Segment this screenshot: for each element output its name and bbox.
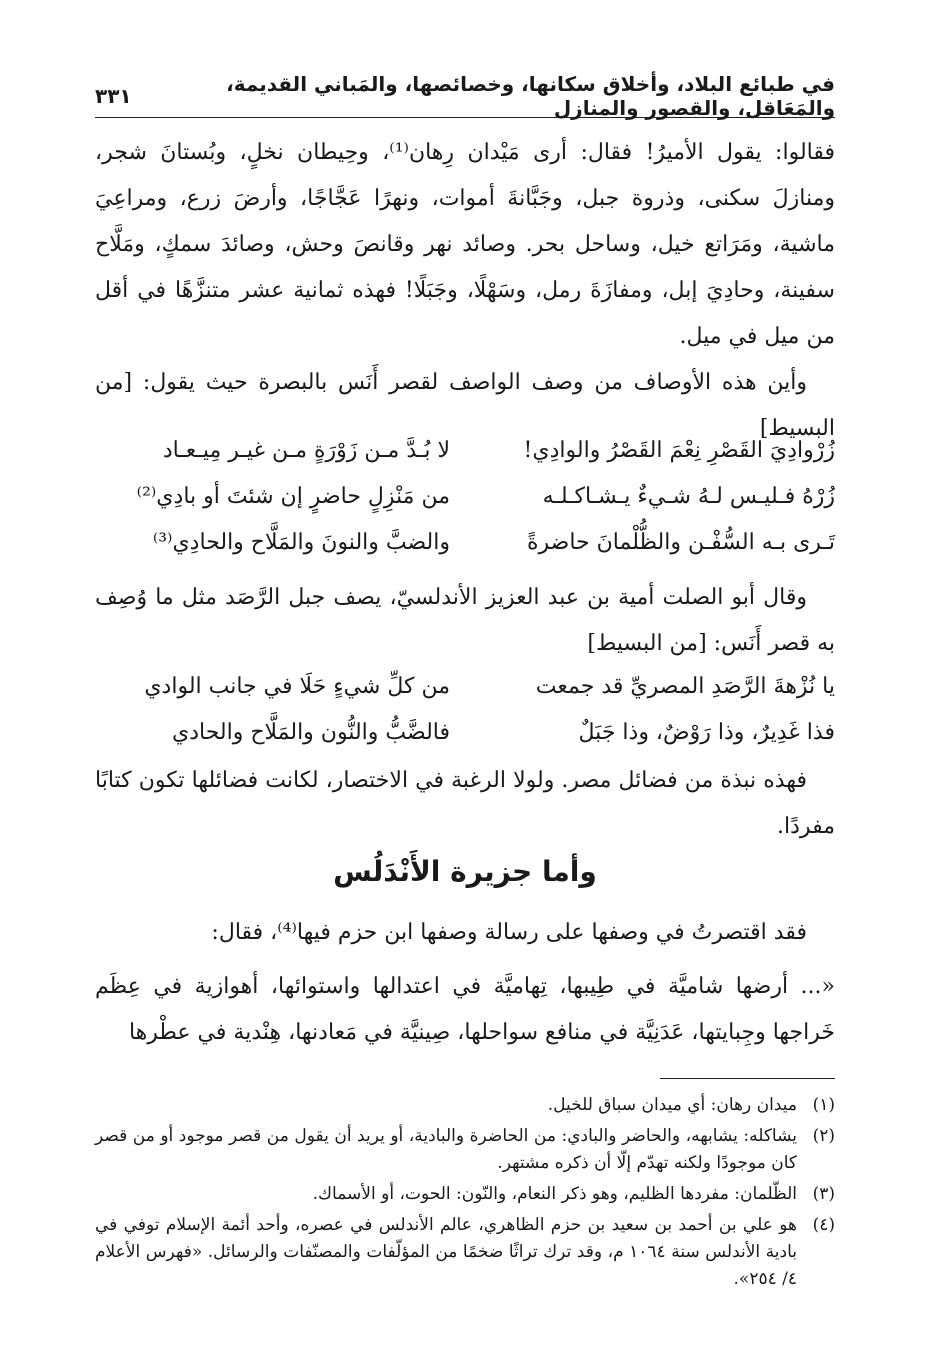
page-header — [95, 72, 835, 120]
poem-1 — [95, 428, 835, 566]
page-number: ٣٣١ — [95, 84, 132, 108]
footnote-number: (١) — [812, 1095, 835, 1115]
paragraph-2: وأين هذه الأوصاف من وصف الواصف لقصر أَنَس بالبصرة حيث يقول: [من البسيط] — [95, 370, 835, 441]
paragraph-5: فقد اقتصرتُ في وصفها على رسالة وصفها ابن حزم فيها⁽⁴⁾، فقال: — [211, 920, 807, 945]
verse-second-hemistich: والضبَّ والنونَ والمَلَّاح والحادِي⁽³⁾ — [152, 530, 450, 555]
verse-first-hemistich: تَـرى بـه السُّفْـن والظُّلْمانَ حاضرةً — [526, 530, 835, 555]
section-title: وأما جزيرة الأَنْدَلُس — [333, 855, 597, 888]
verse-first-hemistich: فذا غَدِيرٌ، وذا رَوْضٌ، وذا جَبَلٌ — [578, 720, 835, 745]
footnote-number: (٣) — [812, 1184, 835, 1204]
verse-second-hemistich: لا بُـدَّ مـن زَوْرَةٍ مـن غيـر مِيـعـاد — [162, 438, 450, 463]
verse-first-hemistich: يا نُزْهةَ الرَّصَدِ المصريِّ قد جمعت — [535, 674, 835, 699]
paragraph-4: فهذه نبذة من فضائل مصر. ولولا الرغبة في الاختصار، لكانت فضائلها تكون كتابًا مفردًا. — [95, 768, 835, 839]
verse-line — [95, 474, 835, 520]
main-text-bottom — [95, 910, 835, 1056]
footnote-number: (٤) — [812, 1215, 835, 1235]
main-text-mid — [95, 575, 835, 667]
poem-2 — [95, 664, 835, 756]
footnote-text: ميدان رهان: أي ميدان سباق للخيل. — [547, 1095, 797, 1115]
paragraph-1: فقالوا: يقول الأميرُ! فقال: أرى مَيْدان رِهان⁽¹⁾، وحِيطان نخلٍ، وبُستانَ شجر، ومنازلَ سكنى، وذروة جبل، وجَبَّانةَ أموات، ونهرًا عَجَّاجًا، وأرضَ زرع، ومراعِيَ ماشية، ومَرَاتع خيل، وساحل بحر. وصائد نهر وقانصَ وحش، وصائدَ سمكٍ، ومَلَّاح سفينة، وحادِيَ إبل، ومفازَةَ رمل، وسَهْلًا، وجَبَلًا! فهذه ثمانية عشر متنزَّهًا في أقل من ميل في ميل. — [95, 140, 835, 349]
footnote-text: يشاكله: يشابهه، والحاضر والبادي: من الحاضرة والبادية، أو يريد أن يقول من قصر موجود أو من قصر كان موجودًا ولكنه تهدّم إلّا أن ذكره مشتهر. — [95, 1126, 797, 1173]
verse-first-hemistich: زُرْهُ فـليـس لـهُ شـيءٌ يـشـاكـلـه — [542, 484, 835, 509]
verse-second-hemistich: من مَنْزِلٍ حاضرٍ إن شئتَ أو بادِي⁽²⁾ — [136, 484, 450, 509]
verse-line — [95, 520, 835, 566]
footnote-text: هو علي بن أحمد بن سعيد بن حزم الظاهري، عالم الأندلس في عصره، وأحد أئمة الإسلام توفي في بادية الأندلس سنة ١٠٦٤ م، وقد ترك تراثًا ضخمًا من المؤلّفات والمصنّفات والرسائل. «فهرس الأعلام ٤/ ٢٥٤». — [95, 1215, 797, 1289]
verse-first-hemistich: زُرْوادِيَ القَصْرِ نِعْمَ القَصْرُ والوادِي! — [523, 438, 835, 463]
running-title: في طبائع البلاد، وأخلاق سكانها، وخصائصها، والمَباني القديمة، والمَعَاقل، والقصور والمنازل — [226, 72, 835, 120]
main-text-top — [95, 130, 835, 452]
verse-second-hemistich: من كلِّ شيءٍ حَلَا في جانب الوادي — [144, 674, 450, 699]
footnote — [95, 1123, 835, 1177]
main-text-lower — [95, 758, 835, 850]
verse-second-hemistich: فالضَّبُّ والنُّون والمَلَّاح والحادي — [171, 720, 450, 745]
footnote — [95, 1092, 835, 1119]
paragraph-3: وقال أبو الصلت أمية بن عبد العزيز الأندلسيّ، يصف جبل الرَّصَد مثل ما وُصِف به قصر أَنَس: [من البسيط] — [95, 585, 835, 656]
paragraph-6: «... أرضها شاميَّة في طِيبها، تِهاميَّة في اعتدالها واستوائها، أهوازية في عِظَم خَراجها وجِبايتها، عَدَنِيَّة في منافع سواحلها، صِينيَّة في مَعادنها، هِنْدية في عطْرها — [95, 974, 835, 1045]
footnote-rule — [660, 1078, 835, 1079]
verse-line — [95, 710, 835, 756]
verse-line — [95, 664, 835, 710]
footnote — [95, 1212, 835, 1293]
footnote — [95, 1181, 835, 1208]
header-rule — [95, 117, 835, 118]
footnote-number: (٢) — [812, 1126, 835, 1146]
footnotes — [95, 1092, 835, 1297]
verse-line — [95, 428, 835, 474]
footnote-text: الظّلمان: مفردها الظليم، وهو ذكر النعام، والنّون: الحوت، أو الأسماك. — [312, 1184, 797, 1204]
